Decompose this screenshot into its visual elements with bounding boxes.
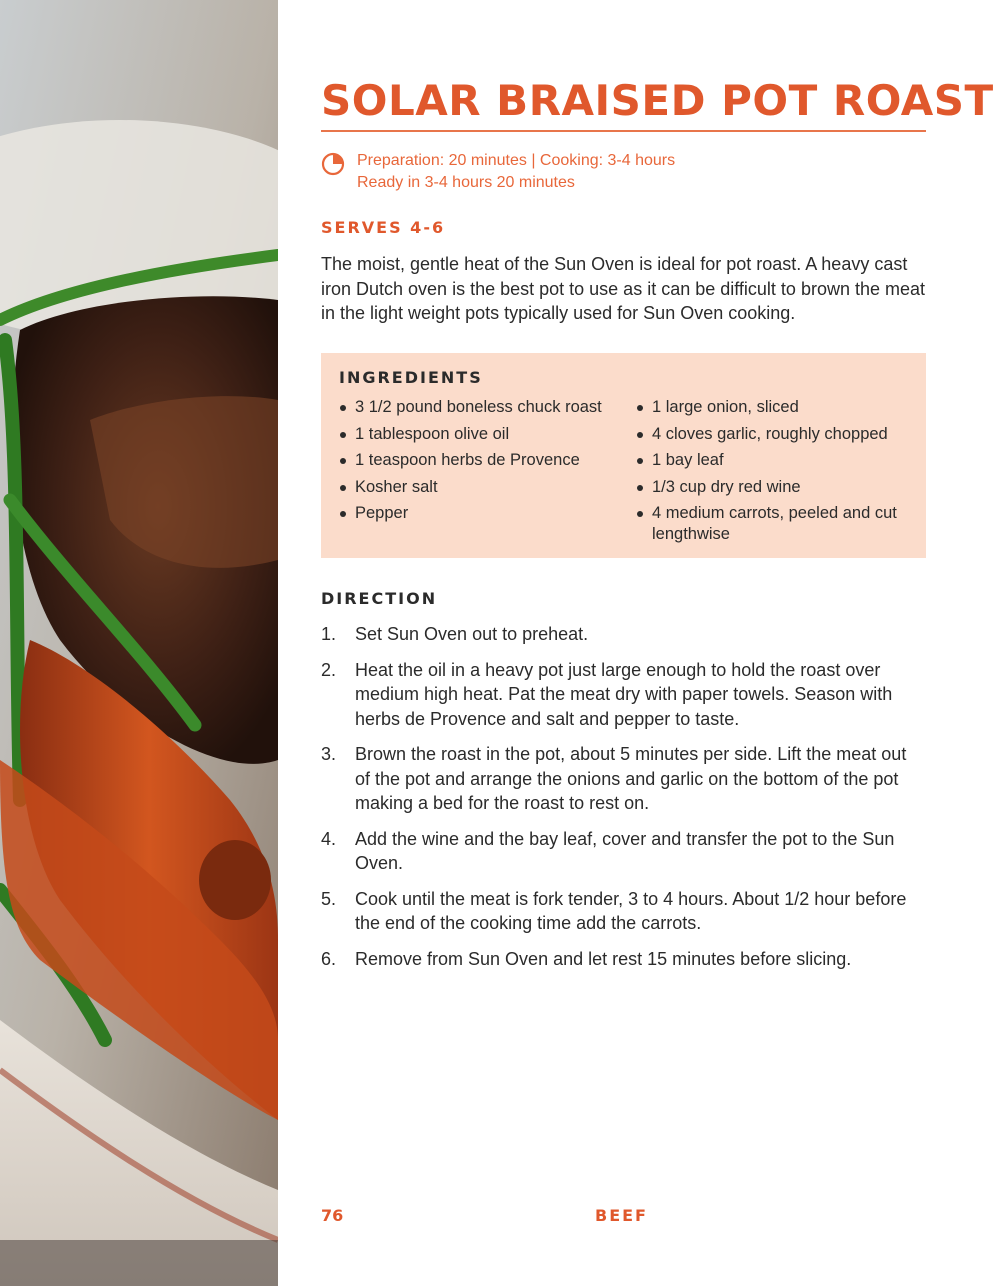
ingredient-item: 4 medium carrots, peeled and cut lengthwise xyxy=(636,503,916,544)
recipe-title: SOLAR BRAISED POT ROAST xyxy=(321,76,994,125)
ingredient-item: Pepper xyxy=(339,503,624,524)
ingredients-list-left xyxy=(339,397,624,530)
direction-step: 1. Set Sun Oven out to preheat. xyxy=(321,624,589,644)
ingredients-heading: INGREDIENTS xyxy=(339,368,483,387)
ingredient-item: 1 tablespoon olive oil xyxy=(339,424,624,445)
title-divider xyxy=(321,130,926,132)
serves-heading: SERVES 4-6 xyxy=(321,218,446,237)
intro-paragraph: The moist, gentle heat of the Sun Oven is ideal for pot roast. A heavy cast iron Dutch oven is the best pot to use as it can be difficult to brown the meat in the light weight pots typically used for Sun Oven cooking. xyxy=(321,254,926,323)
ingredients-box xyxy=(321,353,926,558)
ingredient-item: 1 teaspoon herbs de Provence xyxy=(339,450,624,471)
page-number: 76 xyxy=(321,1206,344,1225)
direction-step: 4. Add the wine and the bay leaf, cover and transfer the pot to the Sun Oven. xyxy=(321,828,895,873)
section-name: BEEF xyxy=(595,1206,648,1225)
timing-prep-cook: Preparation: 20 minutes | Cooking: 3-4 hours xyxy=(357,152,676,169)
clock-pie-icon xyxy=(321,152,345,183)
direction-step: 5. Cook until the meat is fork tender, 3 to 4 hours. About 1/2 hour before the end of the cooking time add the carrots. xyxy=(321,888,907,933)
direction-heading: DIRECTION xyxy=(321,589,438,608)
ingredient-item: 3 1/2 pound boneless chuck roast xyxy=(339,397,624,418)
ingredient-item: 1/3 cup dry red wine xyxy=(636,477,916,498)
direction-step: 3. Brown the roast in the pot, about 5 minutes per side. Lift the meat out of the pot and arrange the onions and garlic on the bottom of the pot making a bed for the roast to rest on. xyxy=(321,744,907,813)
ingredients-list-right xyxy=(636,397,916,550)
direction-steps xyxy=(321,622,926,982)
ingredient-item: 1 large onion, sliced xyxy=(636,397,916,418)
direction-step: 6. Remove from Sun Oven and let rest 15 minutes before slicing. xyxy=(321,948,852,969)
ingredient-item: 4 cloves garlic, roughly chopped xyxy=(636,424,916,445)
pot-roast-photo xyxy=(0,0,278,1286)
ingredient-item: Kosher salt xyxy=(339,477,624,498)
ingredient-item: 1 bay leaf xyxy=(636,450,916,471)
timing-ready: Ready in 3-4 hours 20 minutes xyxy=(357,174,575,191)
direction-step: 2. Heat the oil in a heavy pot just large enough to hold the roast over medium high heat. Pat the meat dry with paper towels. Season with herbs de Provence and salt and pepper to taste. xyxy=(321,659,893,729)
